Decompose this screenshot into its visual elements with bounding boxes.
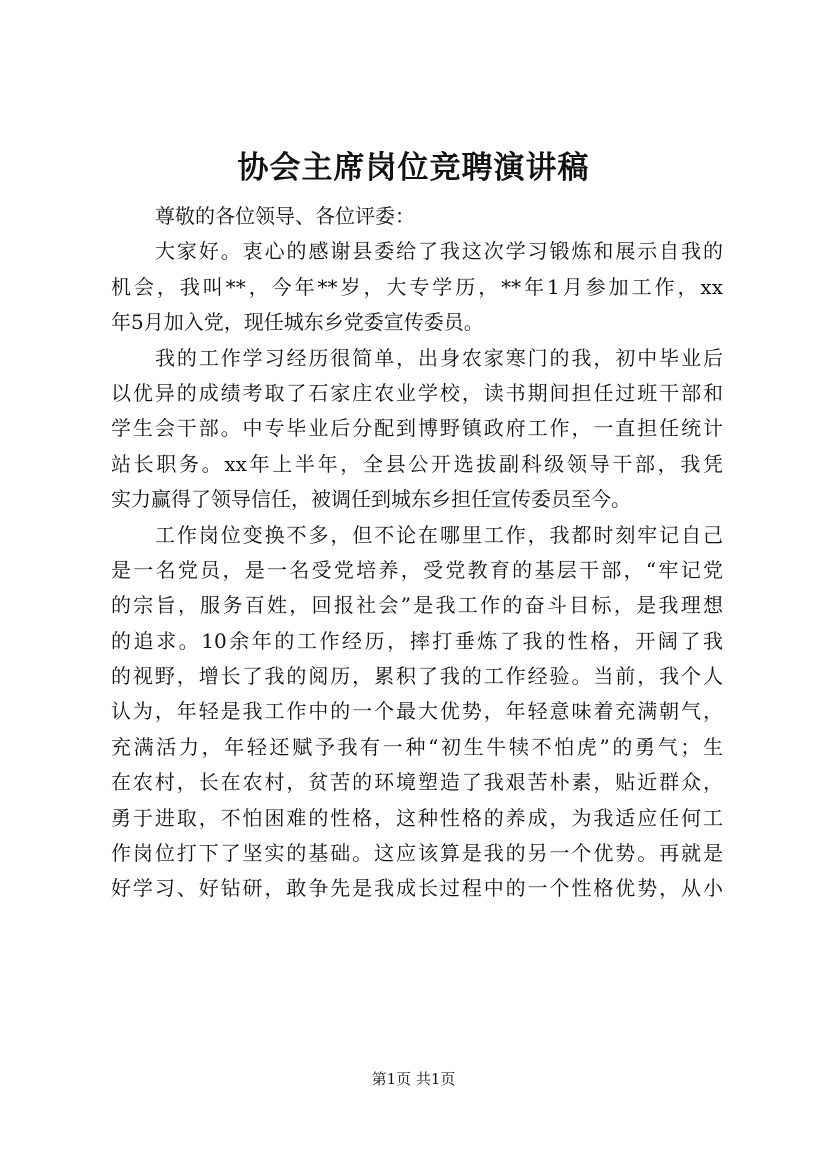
paragraph-line: 的宗旨，服务百姓，回报社会”是我工作的奋斗目标，是我理想	[111, 593, 723, 618]
paragraph-line: 实力赢得了领导信任，被调任到城东乡担任宣传委员至今。	[111, 487, 631, 512]
paragraph-line: 的追求。10余年的工作经历，摔打垂炼了我的性格，开阔了我	[111, 628, 723, 653]
paragraph-line: 勇于进取，不怕困难的性格，这种性格的养成，为我适应任何工	[111, 805, 723, 830]
paragraph-line: 是一名党员，是一名受党培养，受党教育的基层干部，“牢记党	[111, 557, 723, 582]
paragraph-line: 机会，我叫**，今年**岁，大专学历，**年1月参加工作，xx	[111, 274, 723, 299]
paragraph-line: 认为，年轻是我工作中的一个最大优势，年轻意味着充满朝气，	[111, 699, 723, 724]
paragraph-line: 好学习、好钻研，敢争先是我成长过程中的一个性格优势，从小	[111, 876, 723, 901]
salutation-line: 尊敬的各位领导、各位评委：	[155, 204, 415, 228]
paragraph-line: 工作岗位变换不多，但不论在哪里工作，我都时刻牢记自己	[155, 522, 723, 547]
paragraph-line: 大家好。衷心的感谢县委给了我这次学习锻炼和展示自我的	[155, 239, 723, 264]
paragraph-line: 作岗位打下了坚实的基础。这应该算是我的另一个优势。再就是	[111, 841, 723, 866]
document-title: 协会主席岗位竞聘演讲稿	[237, 150, 590, 186]
paragraph-line: 以优异的成绩考取了石家庄农业学校，读书期间担任过班干部和	[111, 380, 723, 405]
page-number: 第1页 共1页	[371, 1070, 456, 1088]
paragraph-line: 我的工作学习经历很简单，出身农家寒门的我，初中毕业后	[155, 345, 723, 370]
paragraph-line: 的视野，增长了我的阅历，累积了我的工作经验。当前，我个人	[111, 664, 723, 689]
paragraph-line: 充满活力，年轻还赋予我有一种“初生牛犊不怕虎”的勇气；生	[111, 734, 723, 759]
paragraph-line: 学生会干部。中专毕业后分配到博野镇政府工作，一直担任统计	[111, 416, 723, 441]
document-body	[111, 199, 723, 907]
paragraph-line: 年5月加入党，现任城东乡党委宣传委员。	[111, 310, 484, 335]
paragraph-line: 站长职务。xx年上半年，全县公开选拔副科级领导干部，我凭	[111, 451, 723, 476]
paragraph-line: 在农村，长在农村，贫苦的环境塑造了我艰苦朴素，贴近群众，	[111, 770, 723, 795]
